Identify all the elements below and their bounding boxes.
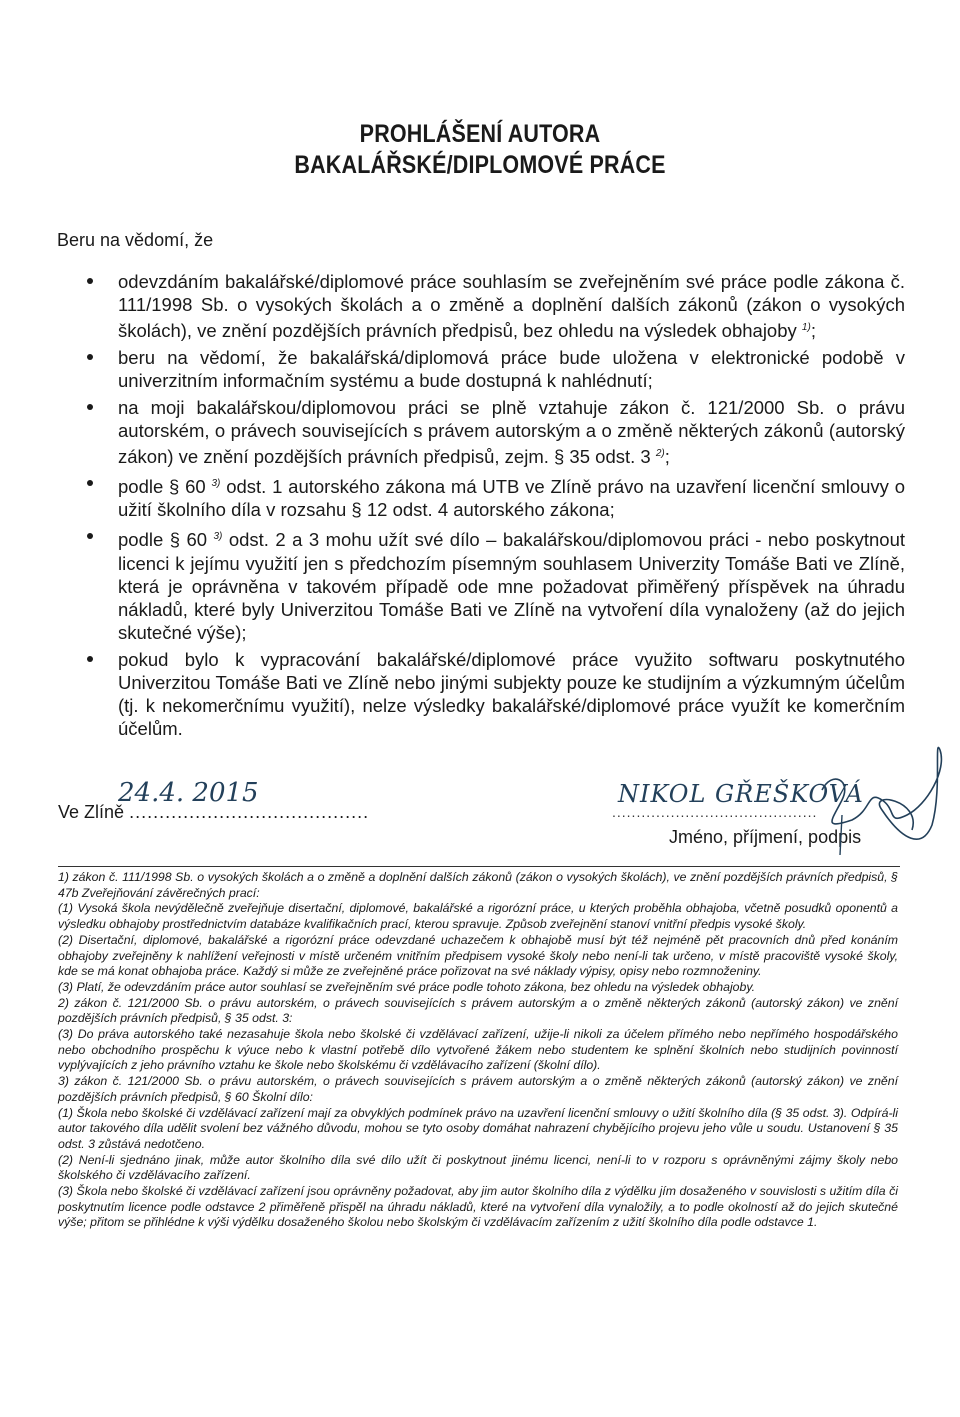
footnote: (2) Disertační, diplomové, bakalářské a rigorózní práce odevzdané uchazečem k obhajobě musí být též nejméně pět pracovních dnů před konáním obhajoby zveřejněny k nahlížení veřejnosti v místě určeném vnitřním předpisem vysoké školy nebo není-li tak určeno, v místě pracoviště vysoké školy, kde se má konat obhajoba práce. Každý si může ze zveřejněné práce pořizovat na své náklady výpisy, opisy nebo rozmnoženiny. [58,932,898,979]
list-item [85,346,905,392]
handwritten-name: NIKOL GŘEŠKOVÁ [618,780,864,808]
date-dots: ........................................ [129,802,370,822]
footnote: 2) zákon č. 121/2000 Sb. o právu autorském, o právech souvisejících s právem autorským a o změně některých zákonů (autorský zákon) ve znění pozdějších právních předpisů, § 35 odst. 3: [58,995,898,1026]
footnote: (1) Škola nebo školské či vzdělávací zařízení mají za obvyklých podmínek právo na uzavření licenční smlouvy o užití školního díla (§ 35 odst. 3). Odpírá-li autor takového díla udělit svolení bez vážného důvodu, mohou se tyto osoby domáhat nahrazení chybějícího projevu jeho vůle u soudu. Ustanovení § 35 odst. 3 zůstává nedotčeno. [58,1105,898,1151]
signature-label: Jméno, příjmení, podpis [669,827,862,847]
item-text: na moji bakalářskou/diplomovou práci se plně vztahuje zákon č. 121/2000 Sb. o právu autorském, o právech souvisejících s právem autorským a o změně některých zákonů (autorský zákon) ve znění pozdějších právních předpisů, zejm. § 35 odst. 3 [118,397,905,468]
list-item [85,396,905,468]
footnote: (3) Škola nebo školské či vzdělávací zařízení jsou oprávněny požadovat, aby jim autor školního díla z výdělku jím dosaženého v souvislosti s užitím díla či poskytnutím licence podle odstavce 2 přiměřeně přispěl na úhradu nákladů, které na vytvoření díla vynaložily, a to podle okolností až do jejich skutečné výše; přitom se přihlédne k výši výdělku dosaženého školou nebo školským či vzdělávacím zařízením z užití školního díla podle odstavce 1. [58,1184,898,1230]
title-line-2: BAKALÁŘSKÉ/DIPLOMOVÉ PRÁCE [294,151,666,179]
footnote-ref: 3) [211,478,221,490]
item-tail: odst. 2 a 3 mohu užít své dílo – bakalářskou/diplomovou práci - nebo poskytnout licenci k jejímu využití jen s předchozím písemným souhlasem Univerzity Tomáše Bati ve Zlíně, která je oprávněna v takovém případě ode mne požadovat přiměřený příspěvek na úhradu nákladů, které byly Univerzitou Tomáše Bati ve Zlíně na vytvoření díla vynaloženy (až do jejich skutečné výše); [118,529,905,643]
signature-scribble [812,730,952,860]
footnote-ref: 1) [801,322,811,333]
list-item [85,648,905,740]
title-line-1: PROHLÁŠENÍ AUTORA [359,120,601,148]
footnote-divider [58,866,900,867]
name-dots: .......................................... [612,804,818,820]
item-tail: odst. 1 autorského zákona má UTB ve Zlíně právo na uzavření licenční smlouvy o užití školního díla v rozsahu § 12 odst. 4 autorského zákona; [118,476,905,521]
item-text: podle § 60 [118,529,208,551]
declaration-list [85,270,905,744]
item-tail: ; [810,320,816,342]
item-text: pokud bylo k vypracování bakalářské/diplomové práce využito softwaru poskytnutého Univerzitou Tomáše Bati ve Zlíně nebo jinými subjekty pouze ke studijním a výzkumným účelům (tj. k nekomerčnímu využití), nelze výsledky bakalářské/diplomové práce využít ke komerčním účelům. [118,648,905,739]
item-text: odevzdáním bakalářské/diplomové práce souhlasím se zveřejněním své práce podle zákona č. 111/1998 Sb. o vysokých školách a o změně a doplnění dalších zákonů (zákon o vysokých školách), ve znění pozdějších právních předpisů, bez ohledu na výsledek obhajoby [118,271,905,342]
footnotes [58,870,898,1231]
footnote: (1) Vysoká škola nevýdělečně zveřejňuje disertační, diplomové, bakalářské a rigorózní práce, u kterých proběhla obhajoba, včetně posudků oponentů a výsledku obhajoby prostřednictvím databáze kvalifikačních prací, kterou spravuje. Způsob zveřejnění stanoví vnitřní předpis vysoké školy. [58,901,898,932]
item-text: podle § 60 [118,476,206,498]
list-item [85,525,905,643]
footnote: (3) Platí, že odevzdáním práce autor souhlasí se zveřejněním své práce podle tohoto zákona, bez ohledu na výsledek obhajoby. [58,979,756,994]
handwritten-date: 24.4. 2015 [118,778,259,808]
footnote-ref: 2) [655,448,665,460]
list-item [85,472,905,521]
place-label: Ve Zlíně [58,802,125,822]
list-item [85,270,905,342]
footnote: (2) Není-li sjednáno jinak, může autor školního díla své dílo užít či poskytnout jinému licenci, není-li to v rozporu s oprávněnými zájmy školy nebo školského či vzdělávacího zařízení. [58,1152,898,1183]
intro-text: Beru na vědomí, že [57,230,214,250]
footnote: (3) Do práva autorského také nezasahuje škola nebo školské či vzdělávací zařízení, užije-li nikoli za účelem přímého nebo nepřímého hospodářského nebo obchodního prospěchu k výuce nebo k vlastní potřebě dílo vytvořené žákem nebo studentem ke splnění školních nebo studijních povinností vyplývajících z jeho právního vztahu ke škole nebo školskému či vzdělávacího zařízení (školní dílo). [58,1027,898,1073]
footnote: 1) zákon č. 111/1998 Sb. o vysokých školách a o změně a doplnění dalších zákonů (zákon o vysokých školách), ve znění pozdějších právních předpisů, § 47b Zveřejňování závěrečných prací: [58,870,898,900]
item-text: beru na vědomí, že bakalářská/diplomová práce bude uložena v elektronické podobě v univerzitním informačním systému a bude dostupná k nahlédnutí; [118,347,905,392]
item-tail: ; [664,446,670,468]
footnote-ref: 3) [213,531,223,543]
footnote: 3) zákon č. 121/2000 Sb. o právu autorském, o právech souvisejících s právem autorským a o změně některých zákonů (autorský zákon) ve znění pozdějších právních předpisů, § 60 Školní dílo: [58,1074,898,1104]
